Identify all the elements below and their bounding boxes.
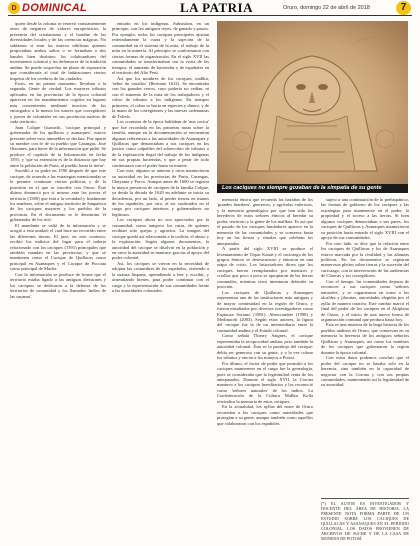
article-paragraph: memoria étnica que recuerda las hazañas de los 'grandes hombres', guerreros, y agrícolas valerosos, y la memoria genealógica por que han sido los herederos de estos señores étnicos al heredar su poder, territorio y la gente de los mallkus. Es así que el pasado de los caciques fundadores aparece en la memoria de las comunidades y se conserva hasta hoy en las fiestas y rituales que celebran los antepasados. [217,197,313,246]
article-paragraph: quien desde la colonia se reservó constantemente otros de negativo de valores europeísticos; la presencia del cristianismo y el hombre de las diversidades locales y de las creencias mágicas. No sabíamos si eran los nuevos nihilistas quienes propiciaban ambos saltos o se formaban a dos bandos bien distintos: los colaboradores del movimiento colonial y los defensores de la tradición andina. Se puede sospechar un plano de separación que consideraría al total de habitaciones ciertos impetus de los cerebros de las ciudades. [10,21,106,81]
text-column-3 [217,197,313,536]
article-paragraph: sujeto a una continuación de lo prehispánico, las formas de gobierno de los caciques y las estrategias para mantenerse en el poder, la propiedad y el acceso a las tierras. Si bien algunos caciques denunciaban a sus pares, los caciques de Quillacas y Asanaques mantuvieron su posición hasta entrado el siglo XVIII con el apoyo de sus comunidades. [321,197,409,241]
article-paragraph: Estos, en un primer momento, llevaban a la segunda, Gente de ciudad. Los mayores tributos aplicados en las provincias de la época colonial aparecen en los mandamientos cogidos en lugares mas convenientes mediante tecnicos de los encargados a lo menos los tutores que corregidores y jueces de coloniales en sus provincias nativas de cada territorio. [10,80,106,125]
section-logo-icon: D [8,2,20,14]
article-paragraph: Así que los nombres de los caciques, mallku, 'señor de vasallos' (Bertonio 1612). Se encontraba con los grandes cerros, cuyo poderío no cedían, ni con el aumento de la mita de los trabajadores y el cobro de tributos a los indígenas. En tiempos primeros, el cobro se hacía en especies y dinero, y de la mano de los corregidores y las nuevas ordenanzas de Toledo. [112,75,209,119]
article-paragraph: El mandante se valió de la información y se acogió a esta unidad; el cual hace un recorrido entre las diferentes tierras. El juez, en este contexto, recibió los indicios del lugar para el trabajo relacionado con los caciques (1591) principales que también mandan en las provincias, y que se mantienen como el Cacique de Quillacas como principal en Asanaques y el Cacique de Pocoata como principal de Macha. [10,222,106,272]
section-logo [8,1,87,15]
photo-caption: Los caciques no siempre gozaban de la simpatía de su gente [217,184,408,193]
article-paragraph: Con el tiempo, las comunidades dejaron de reconocer a sus caciques como 'señores naturales', y se organizaron en torno a los alcaldes y jilacatas, autoridades elegidas por el ayllu de manera rotativa. Este cambio marcó el final del poder de los caciques en el Altiplano de Oruro, y el inicio de una nueva forma de organización comunal que perdura hasta hoy. [321,278,409,322]
article-paragraph: Sucedió a su padre en 1590 después de que este cacique, de acuerdo a las estrategias mencionadas se le permite continuar ciertas políticas y de la posesión en el que se inscribe con Oruro. Éste último denunció por sí mismo ante los jueces el territorio (1580) que está a la vecindad y finalmente los nombres, sobre el antiguo territorio de Sanpaloca de los caciques mayores y los pueblos de la provincia. En el documento se le denomina 'el gobernador de los ríos'. [10,168,106,223]
page-header [0,0,420,17]
article-paragraph: Por otro lado, se dice que la relación entre los caciques de Quillacas y los de Asanaques estuvo marcada por la rivalidad y las alianzas políticas. En los documentos se registran numerosos pleitos sobre tierras y la sucesión del cacicazgo, con la intervención de las audiencias de Charcas y los corregidores. [321,240,409,279]
article-paragraph: Los caciques de Quillacas y Asanaques representan una de las instituciones más antiguas y de mayor continuidad en la región de Oruro, y fueron estudiados por diversos investigadores como Espinoza Soriano (1981), Abercrombie (1998) y Medinaceli (2003). Según estos autores, la figura del cacique fue la de un intermediario entre la comunidad andina y el Estado colonial. [217,289,313,333]
article-paragraph: En la actualidad, los ayllus del norte de Oruro recuerdan a los caciques como autoridades que protegían a su gente, aunque también como aquellos que colaboraron con los españoles. [217,404,313,426]
text-column-2 [112,21,209,536]
article-paragraph: Con estos datos podemos concluir que el poder del cacique no se basaba solo en la herencia, sino también en la capacidad de negociar con la Corona y con sus propias comunidades, manteniendo así la legitimidad de su autoridad. [321,355,409,388]
article-paragraph: Como señala Thierry Saignes, el cacique representaba la reciprocidad andina, pero también la autoridad colonial. Ésta es la paradoja del cacique: debía ser generoso con su gente, y a la vez cobrar los tributos y enviar a los mitayos a Potosí. [217,333,313,361]
article-paragraph: Juan Colque Guarachi, 'cacique principal y gobernador de los quillacas y asanaques', estuvo presente sobre esos inmuebles se declara. Fue aparte su nombre con fe de su pueblo que Carangas, José Otacanes, para hacer de la información que pidió. Se produce el capítulo de la Información en fecha 1591; y 'que su extensión es de la distancia que hay entre la población de Paria, al pueblo hasta la tierra'. [10,124,106,168]
author-footnote: (*) EL AUTOR ES INVESTIGADOR Y DOCENTE DEL ÁREA DE HISTORIA. LA PRESENTE NOTA FORMA PARTE DE UN ESTUDIO SOBRE LOS CACIQUES DE QUILLACAS Y ASANAQUES EN EL PERIODO COLONIAL. LOS DATOS PROVIENEN DE ARCHIVOS DE SUCRE Y DE LA CASA DE MONEDA DE POTOSÍ. [321,498,409,537]
newspaper-name: LA PATRIA [180,0,253,15]
section-name: DOMINICAL [22,2,88,14]
article-photo [217,21,408,184]
article-paragraph: Con esto, algunos se unieron y otros mantuvieron su autoridad en las provincias de Paria, Carangas, Chayanta y Porco. Aunque antes de 1600 se registra la mayor presencia de caciques de la familia Colque, ya desde la década de 1620 en adelante se inicia su decadencia, por un lado, al perder tierras en manos de los españoles, por otro, al ser sustituidos en el cargo por caciques interinos y gobernadores no legítimos. [112,168,209,217]
article-paragraph: Así, los caciques se vieron en la necesidad de adoptar las costumbres de los españoles, vistiendo a la usanza hispana, aprendiendo a leer y escribir, y acumulando bienes, para poder continuar con el cargo y la representación de sus comunidades frente a las autoridades coloniales. [112,260,209,294]
header-rule [8,15,412,16]
article-paragraph: Con la información se produce de forma que el territorio estaba ligado a las antiguas divisiones y los caciques se dedicaron a la defensa de los territorios de comunidad y los llamados 'indios de las sayanas'. [10,271,106,299]
dateline: Oruro, domingo 22 de abril de 2018 [283,5,370,11]
stone-carving-image [217,21,408,184]
page-number: 7 [396,1,411,15]
article-paragraph: Los cronistas de la época hablaban de 'una cacica' que fue recordada en las primeras notas sobre la familia, aunque en la documentación se encuentran algunas referencias a las autoridades de Asanaques y Quillacas que denunciaban a sus caciques en los juicios como culpables del sobrecobro de tributos o de la explotación ilegal del trabajo de los indígenas en sus propias haciendas, y que a pesar de todo continuaron con el poder hasta su muerte. [112,119,209,168]
article-paragraph: Por último, el factor de poder que permitió a los caciques mantenerse en el cargo fue la genealogía, pues se consideraba que la legitimidad venía de los antepasados. Durante el siglo XVII, la Corona mantuvo a los caciques hereditarios y los reconoció como 'señores naturales' de los indios. La Confederación de la Cultura Mallku Kolla reivindica la memoria de estos caciques. [217,360,313,404]
article-paragraph: Esta es una muestra de la larga historia de los pueblos andinos de Oruro, que conservan en su memoria la herencia de los antiguos señoríos Quillacas y Asanaques, así como los nombres de los caciques que gobernaron la región durante la época colonial. [321,322,409,355]
article-paragraph: A partir del siglo XVIII se produce el levantamiento de Túpac Katari y el cacicazgo de los grupos étnicos se desestructuró y entraron en una etapa de crisis. Los historiadores dicen que los caciques fueron reemplazados por mestizos y criollos que poco a poco se apropiaron de las tierras comunales, mientras otros intentaron defender su posición. [217,246,313,290]
article-paragraph: entrado en los indígenas. Subsistían, en un principio, con los antiguos reyes, de ganado y pastos. Por ejemplo, todos los caciques principales ajustan reiteradamente la cuota y la sujeción de la comunidad en el sistema de la mita, el trabajo de la mita en la minería. Al principio se conformaron con ciertas formas de organización. En el siglo XVII las comunidades se transformaban con la visita de los tiempos, el aumento de haciendas y de españoles en el territorio del Alto Perú. [112,21,209,76]
text-column-4 [321,197,409,495]
text-column-1 [10,21,106,536]
article-paragraph: Los caciques ahora no son apreciados por la comunidad, como tampoco los curas, de quienes recibían solo quejas y agravios. La imagen del cacique quedó así relacionada a la codicia, el abuso y la explotación. Según algunos documentos, la autoridad del cacique se disolvió en la población y en otros la autoridad se mantuvo gracias al apoyo del poder colonial. [112,217,209,261]
